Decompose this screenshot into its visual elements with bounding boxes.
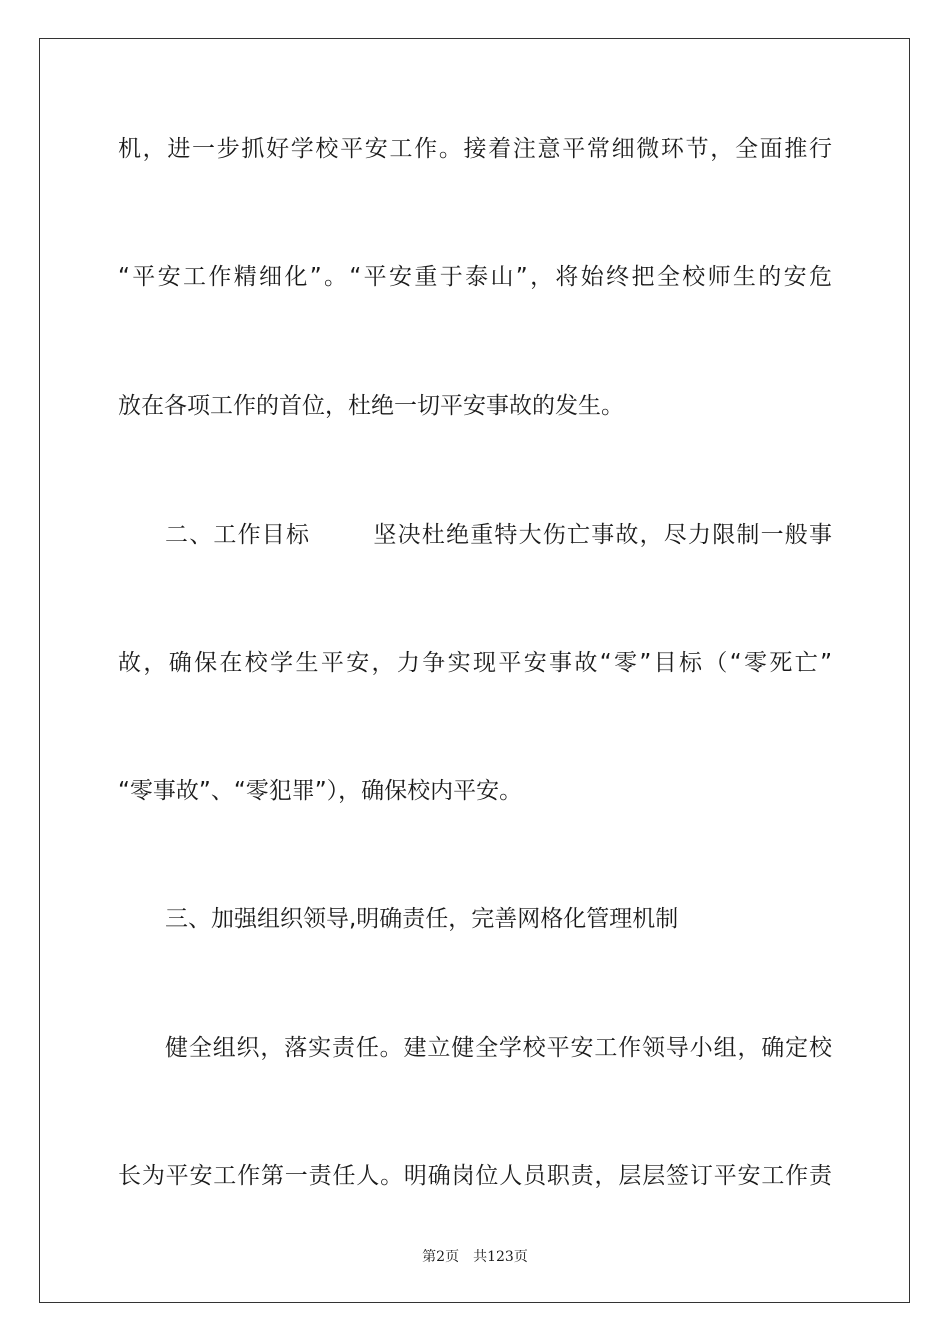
section-3-heading: 三、加强组织领导,明确责任，完善网格化管理机制 [165,906,679,932]
body-text-line-6: “零事故”、“零犯罪”），确保校内平安。 [118,778,523,804]
section-2-text: 坚决杜绝重特大伤亡事故，尽力限制一般事 [372,522,832,548]
page-footer [0,1247,950,1267]
body-text-line-9: 长为平安工作第一责任人。明确岗位人员职责，层层签订平安工作责 [118,1163,832,1189]
page-total: 共123页 [473,1249,528,1265]
body-text-line-5: 故，确保在校学生平安，力争实现平安事故“零”目标（“零死亡” [118,650,832,676]
section-2-heading: 二、工作目标 [165,522,311,548]
body-text-line-2: “平安工作精细化”。“平安重于泰山”，将始终把全校师生的安危 [118,264,832,290]
page-number: 第2页 [422,1249,460,1265]
body-text-line-8: 健全组织，落实责任。建立健全学校平安工作领导小组，确定校 [165,1035,832,1061]
section-2-line [165,520,832,550]
body-text-line-3: 放在各项工作的首位，杜绝一切平安事故的发生。 [118,393,624,419]
body-text-line-1: 机，进一步抓好学校平安工作。接着注意平常细微环节，全面推行 [118,136,832,162]
